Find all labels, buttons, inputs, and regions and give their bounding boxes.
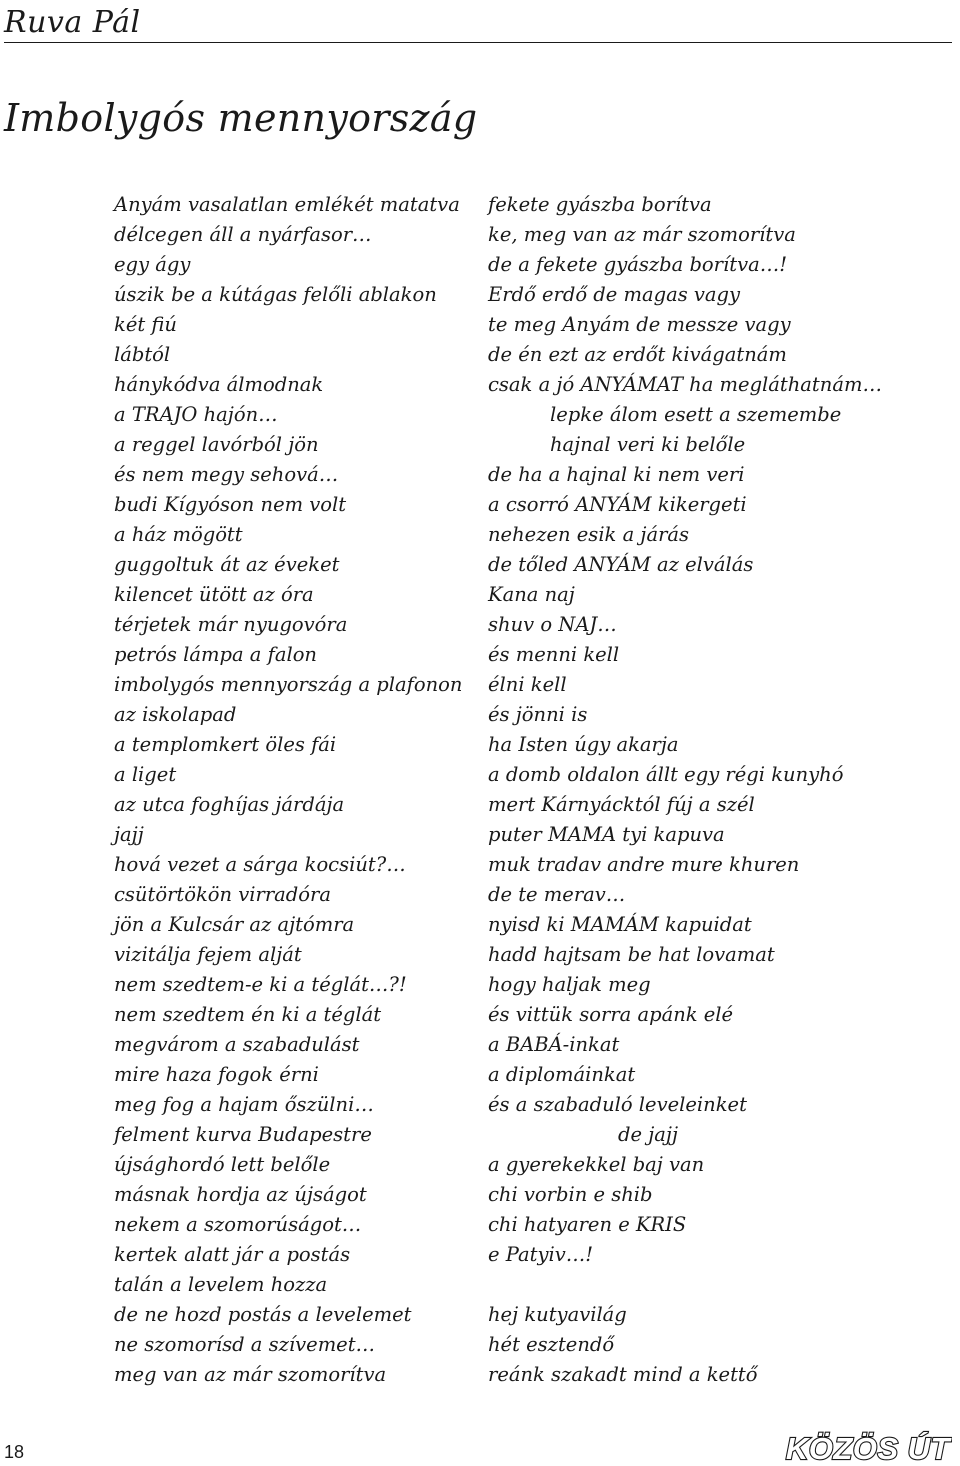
poem-line: de tőled ANYÁM az elválás	[488, 553, 754, 576]
poem-line: mert Kárnyácktól fúj a szél	[488, 793, 755, 816]
poem-line: kertek alatt jár a postás	[114, 1243, 351, 1266]
poem-line: reánk szakadt mind a kettő	[488, 1363, 758, 1386]
logo-text: KÖZÖS ÚT	[785, 1431, 950, 1464]
poem-line: shuv o NAJ…	[488, 613, 617, 636]
poem-line: e Patyiv…!	[488, 1243, 594, 1266]
poem-line: Erdő erdő de magas vagy	[488, 283, 741, 306]
poem-line: de ne hozd postás a levelemet	[114, 1303, 412, 1326]
poem-line: Kana naj	[488, 583, 575, 606]
poem-line: nem szedtem én ki a téglát	[114, 1003, 382, 1026]
author-name: Ruva Pál	[4, 5, 141, 40]
poem-line: és vittük sorra apánk elé	[488, 1003, 734, 1026]
poem-line: hogy haljak meg	[488, 973, 651, 996]
poem-line: élni kell	[488, 673, 567, 696]
poem-line: petrós lámpa a falon	[114, 643, 317, 666]
poem-line: hét esztendő	[488, 1333, 615, 1356]
poem-line: két fiú	[114, 313, 177, 336]
poem-title: Imbolygós mennyország	[4, 96, 478, 140]
poem-line: de a fekete gyászba borítva…!	[488, 253, 788, 276]
poem-line: a gyerekekkel baj van	[488, 1153, 705, 1176]
poem-line: lábtól	[114, 343, 171, 366]
poem-line: és a szabaduló leveleinket	[488, 1093, 747, 1116]
poem-line: budi Kígyóson nem volt	[114, 493, 347, 516]
poem-line: nyisd ki MAMÁM kapuidat	[488, 913, 752, 936]
poem-line: hadd hajtsam be hat lovamat	[488, 943, 775, 966]
poem-line: a TRAJO hajón…	[114, 403, 278, 426]
poem-line: de te merav…	[488, 883, 626, 906]
poem-line: kilencet ütött az óra	[114, 583, 314, 606]
poem-line: nehezen esik a járás	[488, 523, 690, 546]
poem-line: de jajj	[618, 1123, 678, 1146]
stanza-break	[488, 1270, 882, 1300]
poem-line: jön a Kulcsár az ajtómra	[114, 913, 355, 936]
poem-line: meg van az már szomorítva	[114, 1363, 387, 1386]
poem-line: hej kutyavilág	[488, 1303, 627, 1326]
poem-line: fekete gyászba borítva	[488, 193, 712, 216]
poem-line: az iskolapad	[114, 703, 237, 726]
poem-line: ha Isten úgy akarja	[488, 733, 679, 756]
poem-line: a ház mögött	[114, 523, 243, 546]
poem-line: egy ágy	[114, 253, 191, 276]
poem-line: a liget	[114, 763, 177, 786]
kozos-ut-logo	[766, 1428, 952, 1464]
poem-line: a domb oldalon állt egy régi kunyhó	[488, 763, 844, 786]
poem-line: chi vorbin e shib	[488, 1183, 653, 1206]
poem-line: a BABÁ-inkat	[488, 1033, 620, 1056]
poem-line: de én ezt az erdőt kivágatnám	[488, 343, 787, 366]
poem-line: a reggel lavórból jön	[114, 433, 319, 456]
poem-line: mire haza fogok érni	[114, 1063, 319, 1086]
poem-line: és jönni is	[488, 703, 588, 726]
poem-line: ne szomorísd a szívemet…	[114, 1333, 376, 1356]
poem-line: Anyám vasalatlan emlékét matatva	[114, 193, 460, 216]
poem-line: muk tradav andre mure khuren	[488, 853, 800, 876]
poem-line: talán a levelem hozza	[114, 1273, 328, 1296]
poem-line: térjetek már nyugovóra	[114, 613, 348, 636]
poem-line: de ha a hajnal ki nem veri	[488, 463, 745, 486]
poem-line: a diplomáinkat	[488, 1063, 636, 1086]
poem-line: délcegen áll a nyárfasor…	[114, 223, 372, 246]
poem-line: és nem megy sehová…	[114, 463, 339, 486]
poem-line: hánykódva álmodnak	[114, 373, 324, 396]
poem-line: másnak hordja az újságot	[114, 1183, 367, 1206]
poem-left-column	[114, 190, 462, 1390]
poem-line: ke, meg van az már szomorítva	[488, 223, 796, 246]
poem-line: a templomkert öles fái	[114, 733, 337, 756]
poem-line: újsághordó lett belőle	[114, 1153, 331, 1176]
poem-line: a csorró ANYÁM kikergeti	[488, 493, 747, 516]
poem-line: jajj	[114, 823, 144, 846]
poem-line: vizitálja fejem alját	[114, 943, 302, 966]
poem-line: meg fog a hajam őszülni…	[114, 1093, 374, 1116]
poem-line: az utca foghíjas járdája	[114, 793, 345, 816]
poem-line: imbolygós mennyország a plafonon	[114, 673, 463, 696]
poem-line: csütörtökön virradóra	[114, 883, 331, 906]
page-number: 18	[4, 1442, 25, 1462]
poem-line: te meg Anyám de messze vagy	[488, 313, 791, 336]
poem-line: csak a jó ANYÁMAT ha megláthatnám…	[488, 373, 882, 396]
poem-line: puter MAMA tyi kapuva	[488, 823, 725, 846]
poem-line: hová vezet a sárga kocsiút?…	[114, 853, 406, 876]
poem-line: felment kurva Budapestre	[114, 1123, 372, 1146]
page-header	[4, 4, 952, 43]
poem-line: guggoltuk át az éveket	[114, 553, 340, 576]
poem-line: úszik be a kútágas felőli ablakon	[114, 283, 437, 306]
poem-right-column	[488, 190, 882, 1390]
poem-line: chi hatyaren e KRIS	[488, 1213, 687, 1236]
poem-line: lepke álom esett a szemembe	[550, 403, 842, 426]
poem-line: megvárom a szabadulást	[114, 1033, 360, 1056]
poem-line: nem szedtem-e ki a téglát…?!	[114, 973, 407, 996]
poem-line: hajnal veri ki belőle	[550, 433, 746, 456]
poem-line: nekem a szomorúságot…	[114, 1213, 362, 1236]
poem-line: és menni kell	[488, 643, 620, 666]
